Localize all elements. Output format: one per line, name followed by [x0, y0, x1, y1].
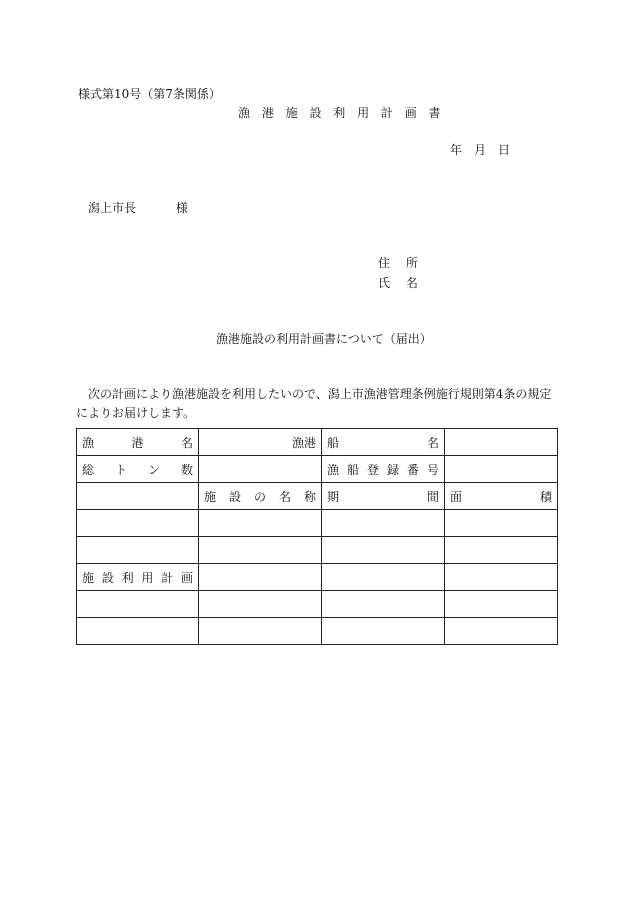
port-name-label: 漁 港 名 [82, 435, 193, 450]
period-cell[interactable] [322, 537, 445, 564]
registration-label: 漁 船 登 録 番 号 [327, 462, 439, 477]
subject-line: 漁港施設の利用計画書について（届出） [216, 332, 432, 346]
plan-header-blank-cell [77, 483, 199, 510]
facility-name-cell[interactable] [199, 510, 322, 537]
table-row [77, 591, 558, 618]
registration-value-cell[interactable] [445, 456, 558, 483]
port-name-label-cell [77, 429, 199, 456]
area-cell[interactable] [445, 537, 558, 564]
facility-name-cell[interactable] [199, 618, 322, 645]
table-row [77, 510, 558, 537]
table-row-plan-header [77, 483, 558, 510]
ship-name-value-cell[interactable] [445, 429, 558, 456]
plan-label-cell [77, 618, 199, 645]
name-label: 氏 名 [378, 276, 424, 290]
period-cell[interactable] [322, 510, 445, 537]
table-row [77, 537, 558, 564]
period-cell[interactable] [322, 618, 445, 645]
ship-name-label-cell [322, 429, 445, 456]
address-label: 住 所 [378, 256, 424, 270]
table-row-tonnage [77, 456, 558, 483]
area-header: 面 積 [450, 489, 552, 504]
facility-name-cell[interactable] [199, 591, 322, 618]
plan-label-cell [77, 537, 199, 564]
plan-label-cell [77, 591, 199, 618]
addressee [88, 199, 188, 216]
plan-label-cell [77, 510, 199, 537]
registration-label-cell [322, 456, 445, 483]
facility-name-cell[interactable] [199, 564, 322, 591]
area-cell[interactable] [445, 564, 558, 591]
facility-name-header: 施 設 の 名 称 [204, 489, 316, 504]
period-header: 期 間 [327, 489, 439, 504]
table-row-port [77, 429, 558, 456]
tonnage-value-cell[interactable] [199, 456, 322, 483]
ship-name-label: 船 名 [327, 435, 439, 450]
table-row [77, 618, 558, 645]
plan-label-cell [77, 564, 199, 591]
period-cell[interactable] [322, 591, 445, 618]
tonnage-label: 総 ト ン 数 [82, 462, 193, 477]
facility-name-cell[interactable] [199, 537, 322, 564]
facility-name-header-cell [199, 483, 322, 510]
port-name-value-cell[interactable] [199, 429, 322, 456]
area-header-cell [445, 483, 558, 510]
period-cell[interactable] [322, 564, 445, 591]
tonnage-label-cell [77, 456, 199, 483]
addressee-honorific: 様 [175, 201, 188, 215]
port-suffix: 漁港 [291, 435, 316, 450]
plan-table [76, 428, 558, 645]
body-text: 次の計画により漁港施設を利用したいので、潟上市漁港管理条例施行規則第4条の規定によりお届けします。 [76, 387, 552, 420]
area-cell[interactable] [445, 510, 558, 537]
area-cell[interactable] [445, 591, 558, 618]
period-header-cell [322, 483, 445, 510]
document-title: 漁 港 施 設 利 用 計 画 書 [238, 106, 445, 120]
date-line: 年 月 日 [450, 143, 511, 157]
area-cell[interactable] [445, 618, 558, 645]
addressee-name: 潟上市長 [88, 201, 137, 215]
form-number: 様式第10号（第7条関係） [78, 87, 221, 101]
facility-use-plan-label: 施 設 利 用 計 画 [82, 570, 193, 585]
table-row [77, 564, 558, 591]
